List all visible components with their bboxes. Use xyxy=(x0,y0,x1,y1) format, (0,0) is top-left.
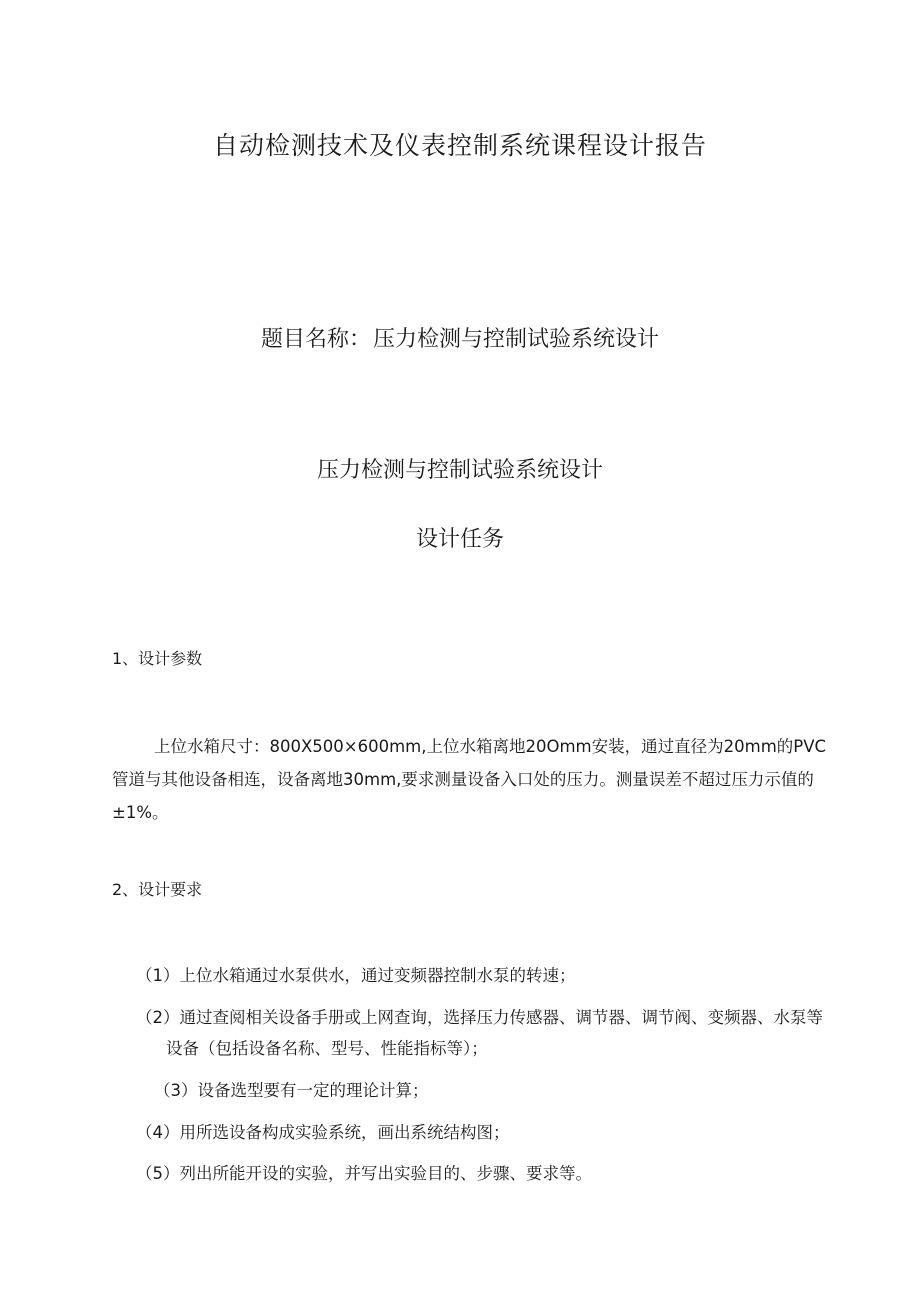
subject-line xyxy=(0,322,920,353)
requirement-item: （4）用所选设备构成实验系统，画出系统结构图； xyxy=(136,1123,510,1142)
design-title: 压力检测与控制试验系统设计 xyxy=(316,458,603,483)
section-heading-params: 1、设计参数 xyxy=(112,649,203,668)
requirement-item: （1）上位水箱通过水泵供水，通过变频器控制水泵的转速； xyxy=(136,966,576,985)
section-heading-requirements: 2、设计要求 xyxy=(112,880,203,899)
subject-name: 压力检测与控制试验系统设计 xyxy=(373,327,660,352)
requirement-item: （5）列出所能开设的实验，并写出实验目的、步骤、要求等。 xyxy=(136,1164,592,1183)
subject-label: 题目名称： xyxy=(260,327,371,352)
task-title: 设计任务 xyxy=(415,527,504,552)
requirement-item: （3）设备选型要有一定的理论计算； xyxy=(154,1081,429,1100)
requirement-item: （2）通过查阅相关设备手册或上网查询，选择压力传感器、调节器、调节阀、变频器、水泵等 xyxy=(136,1008,823,1027)
requirement-item-continuation: 设备（包括设备名称、型号、性能指标等）； xyxy=(166,1039,488,1058)
params-paragraph: 上位水箱尺寸：800X500×600mm,上位水箱离地20Omm安装，通过直径为20mm的PVC管道与其他设备相连，设备离地30mm,要求测量设备入口处的压力。测量误差不超过压力示值的±1%。 xyxy=(112,737,827,822)
report-title: 自动检测技术及仪表控制系统课程设计报告 xyxy=(212,131,707,160)
